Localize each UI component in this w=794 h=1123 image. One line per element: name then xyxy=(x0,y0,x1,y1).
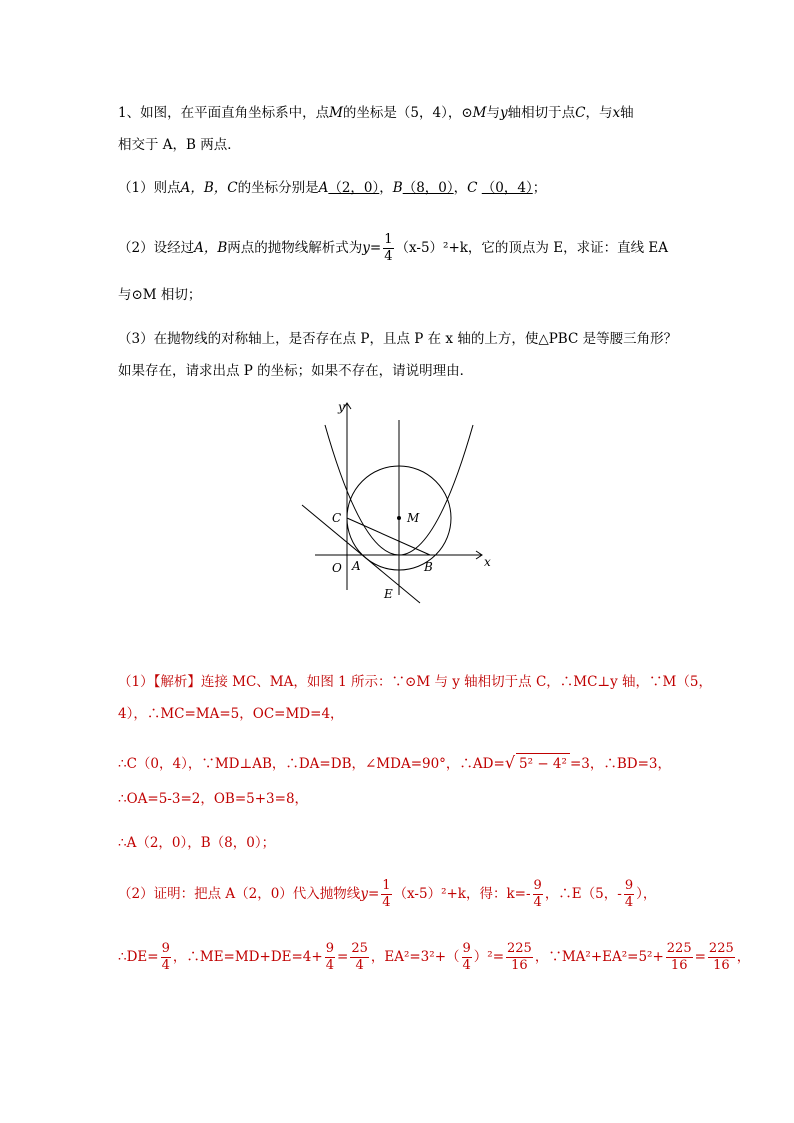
numerator: 225 xyxy=(507,941,532,956)
label-b: B xyxy=(424,560,433,574)
var-y: y= xyxy=(360,886,380,902)
fraction xyxy=(350,941,369,974)
label-m: M xyxy=(407,511,420,525)
label-a: A xyxy=(352,559,361,573)
intro-text: 如图，在平面直角坐标系中，点 xyxy=(140,105,330,121)
fraction xyxy=(383,232,393,265)
intro-text: 的坐标是（5，4），⊙ xyxy=(342,105,473,121)
point-m: M xyxy=(472,105,487,121)
label-e: E xyxy=(384,587,393,601)
intro-text: 与 xyxy=(486,105,500,121)
fraction xyxy=(666,941,693,974)
label-y: y xyxy=(338,400,345,414)
numerator: 25 xyxy=(351,941,368,956)
question-2-line2: 与⊙M 相切； xyxy=(118,287,202,303)
fraction xyxy=(462,941,472,974)
solution-1-line2: 4），∴MC=MA=5，OC=MD=4， xyxy=(118,706,344,722)
fraction xyxy=(708,941,735,974)
solution-text: ∴C（0，4），∵MD⊥AB，∴DA=DB，∠MDA=90°，∴AD= xyxy=(118,756,505,772)
solution-text: = xyxy=(694,949,706,965)
solution-text: =3，∴BD=3， xyxy=(569,756,671,772)
denominator: 4 xyxy=(384,249,393,264)
solution-2-line2 xyxy=(118,941,750,974)
solution-text: ，∴E（5，- xyxy=(544,886,622,902)
denominator: 4 xyxy=(382,895,391,910)
solution-text: ∴DE= xyxy=(118,949,159,965)
point-c: C xyxy=(575,105,586,121)
var-x: x xyxy=(612,105,621,121)
solution-text: ，∴ME=MD+DE=4+ xyxy=(172,949,323,965)
point-c: C xyxy=(467,180,478,196)
intro-text: 轴相切于点 xyxy=(507,105,576,121)
solution-2-line1 xyxy=(118,878,656,911)
numerator: 1 xyxy=(384,232,393,247)
numerator: 9 xyxy=(325,941,334,956)
q1-text: （1）则点 xyxy=(118,180,181,196)
point-b: B xyxy=(392,180,403,196)
denominator: 4 xyxy=(533,895,542,910)
question-2 xyxy=(118,232,668,265)
question-3-line1: （3）在抛物线的对称轴上，是否存在点 P，且点 P 在 x 轴的上方，使△PBC 是等腰三角形？ xyxy=(118,331,678,347)
solution-1-line1: （1）【解析】连接 MC、MA，如图 1 所示：∵⊙M 与 y 轴相切于点 C，∴MC⊥y 轴，∵M（5， xyxy=(118,674,712,690)
q1-text: ； xyxy=(532,180,547,196)
q2-points: A，B xyxy=(194,240,228,256)
numerator: 9 xyxy=(462,941,471,956)
point-m-dot xyxy=(397,516,401,520)
fraction xyxy=(506,941,533,974)
fraction xyxy=(533,878,543,911)
q2-text: （x-5） xyxy=(395,240,444,256)
denominator: 4 xyxy=(161,958,170,973)
numerator: 1 xyxy=(382,878,391,893)
line-ea xyxy=(302,505,420,603)
geometry-figure xyxy=(290,395,500,605)
question-3-line2: 如果存在，请求出点 P 的坐标；如果不存在，请说明理由． xyxy=(118,363,474,379)
fraction xyxy=(624,878,634,911)
fraction xyxy=(325,941,335,974)
denominator: 4 xyxy=(624,895,634,910)
q1-text: 的坐标分别是 xyxy=(237,180,319,196)
numerator: 9 xyxy=(161,941,170,956)
problem-intro-line1 xyxy=(118,103,634,123)
numerator: 9 xyxy=(624,878,634,893)
answer-blank-c: （0，4） xyxy=(481,180,533,196)
label-c: C xyxy=(332,511,342,525)
solution-text: ，∵MA²+EA²=5²+ xyxy=(534,949,664,965)
var-y: y xyxy=(500,105,508,121)
solution-text: = xyxy=(337,949,349,965)
solution-text: ， xyxy=(736,949,751,965)
solution-1-line5: ∴A（2，0），B（8，0）； xyxy=(118,835,276,851)
denominator: 16 xyxy=(511,958,528,973)
numerator: 9 xyxy=(533,878,542,893)
denominator: 16 xyxy=(670,958,688,973)
q2-text: 两点的抛物线解析式为 xyxy=(227,240,363,256)
sqrt-sign: √ xyxy=(504,753,516,772)
q1-points: A，B，C xyxy=(180,180,238,196)
problem-number: 1、 xyxy=(118,105,141,121)
q2-text: ²+k，它的顶点为 E，求证：直线 EA xyxy=(443,240,668,256)
q2-text: （2）设经过 xyxy=(118,240,195,256)
solution-1-line4: ∴OA=5-3=2，OB=5+3=8， xyxy=(118,791,309,807)
solution-text: ）， xyxy=(636,886,657,902)
q2-eq: = xyxy=(369,240,382,256)
numerator: 225 xyxy=(666,941,692,956)
intro-text: ，与 xyxy=(585,105,613,121)
sqrt-radicand: 5² − 4² xyxy=(516,753,570,774)
solution-text: ）²= xyxy=(473,949,505,965)
var-y: y xyxy=(362,240,370,256)
solution-1-line3 xyxy=(118,753,671,774)
label-x: x xyxy=(484,555,491,569)
answer-blank-b: （8，0） xyxy=(402,180,454,196)
numerator: 225 xyxy=(708,941,734,956)
point-a: A xyxy=(318,180,329,196)
answer-blank-a: （2，0） xyxy=(328,180,380,196)
denominator: 16 xyxy=(713,958,730,973)
intro-text: 轴 xyxy=(620,105,634,121)
fraction xyxy=(161,941,171,974)
label-o: O xyxy=(332,561,342,575)
denominator: 4 xyxy=(355,958,364,973)
solution-text: （x-5）²+k，得：k=- xyxy=(393,886,531,902)
denominator: 4 xyxy=(462,958,471,973)
solution-text: （2）证明：把点 A（2，0）代入抛物线 xyxy=(118,886,361,902)
problem-intro-line2: 相交于 A，B 两点． xyxy=(118,137,241,153)
denominator: 4 xyxy=(325,958,334,973)
question-1: （1）则点A，B，C的坐标分别是A（2，0），B（8，0），C （0，4）； xyxy=(118,180,547,196)
fraction xyxy=(381,878,391,911)
point-m: M xyxy=(329,105,343,121)
solution-text: ，EA²=3²+（ xyxy=(370,949,460,965)
